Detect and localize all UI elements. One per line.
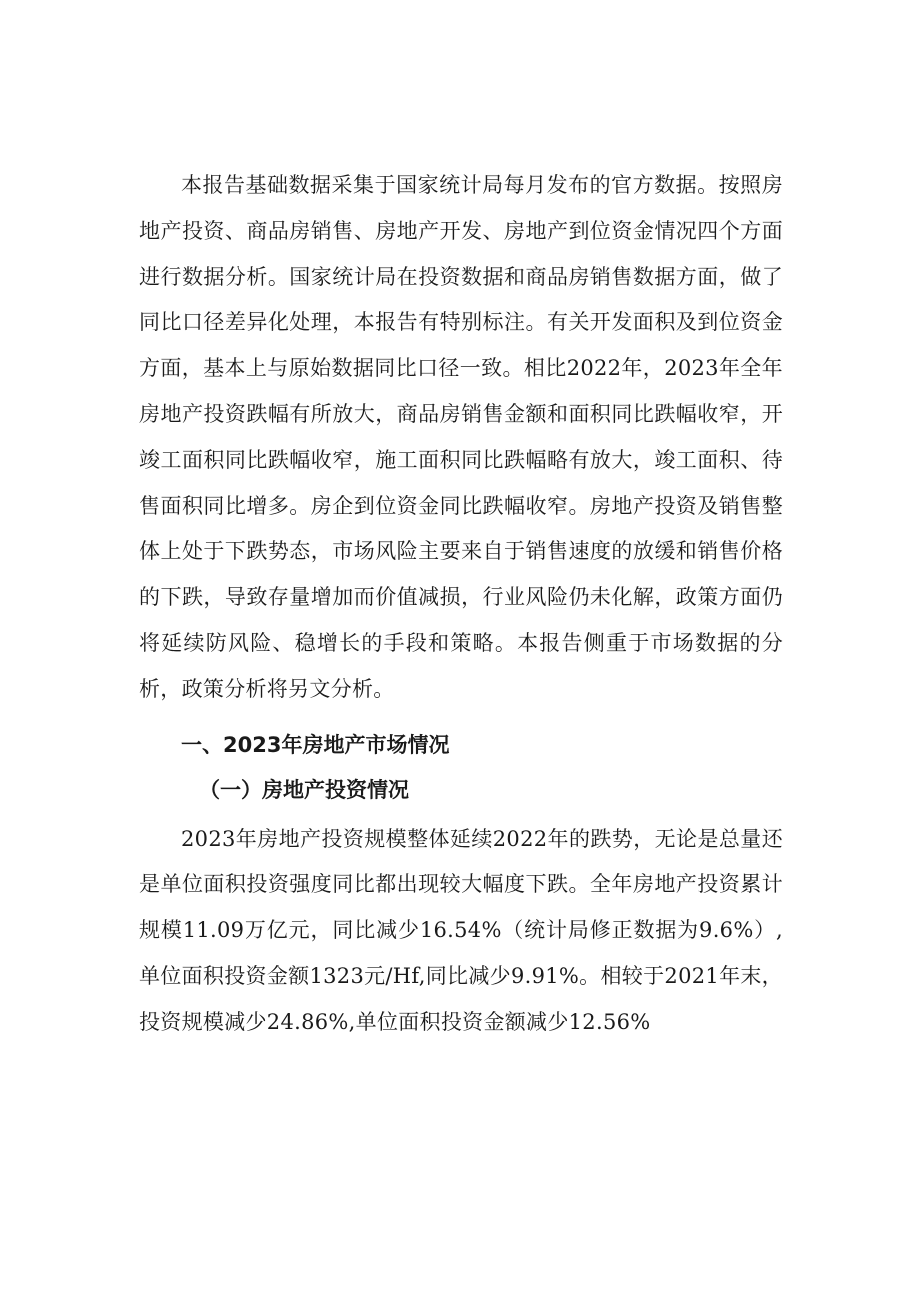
section-heading: 一、2023年房地产市场情况: [181, 732, 450, 757]
intro-paragraph: 本报告基础数据采集于国家统计局每月发布的官方数据。按照房地产投资、商品房销售、房地产开发、房地产到位资金情况四个方面进行数据分析。国家统计局在投资数据和商品房销售数据方面，做了同比口径差异化处理，本报告有特别标注。有关开发面积及到位资金方面，基本上与原始数据同比口径一致。相比2022年，2023年全年房地产投资跌幅有所放大，商品房销售金额和面积同比跌幅收窄，开竣工面积同比跌幅收窄，施工面积同比跌幅略有放大，竣工面积、待售面积同比增多。房企到位资金同比跌幅收窄。房地产投资及销售整体上处于下跌势态，市场风险主要来自于销售速度的放缓和销售价格的下跌，导致存量增加而价值减损，行业风险仍未化解，政策方面仍将延续防风险、稳增长的手段和策略。本报告侧重于市场数据的分析，政策分析将另文分析。: [139, 173, 783, 701]
subsection-heading: （一）房地产投资情况: [199, 777, 409, 802]
investment-paragraph: 2023年房地产投资规模整体延续2022年的跌势，无论是总量还是单位面积投资强度同比都出现较大幅度下跌。全年房地产投资累计规模11.09万亿元，同比减少16.54%（统计局修正数据为9.6%）,单位面积投资金额1323元/Hf,同比减少9.91%。相较于2021年末，投资规模减少24.86%,单位面积投资金额减少12.56%: [139, 826, 783, 1034]
document-body: [139, 163, 783, 1046]
